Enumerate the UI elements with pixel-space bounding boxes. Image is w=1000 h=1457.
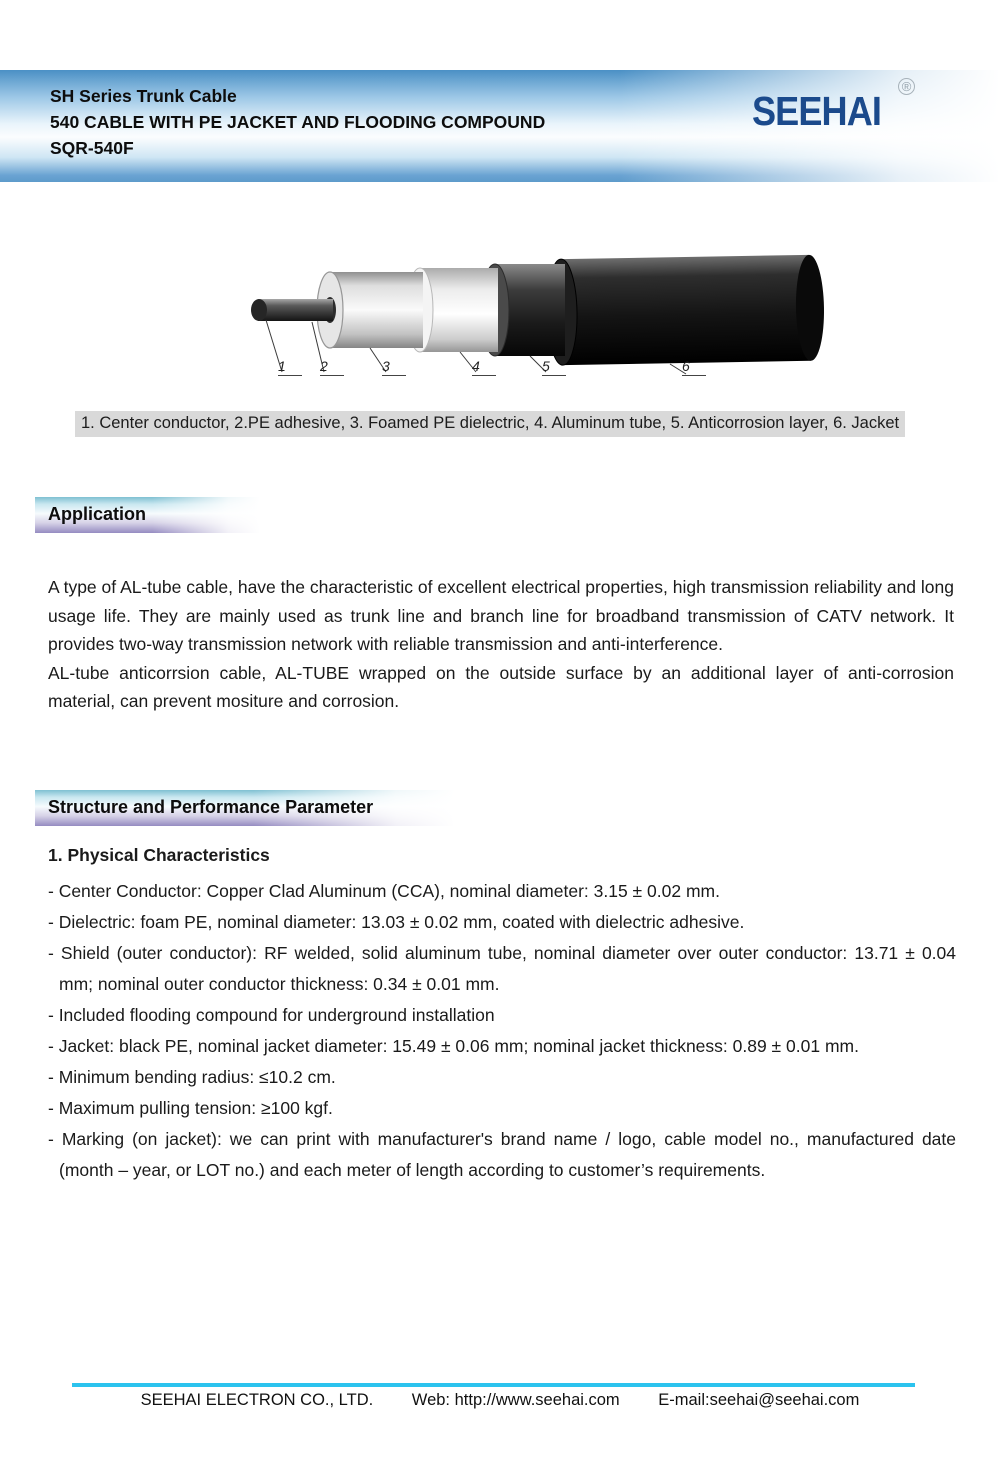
footer-company: SEEHAI ELECTRON CO., LTD. [140,1391,374,1409]
footer-rule [72,1383,915,1387]
cable-figure [230,252,830,402]
application-paragraph-2: AL-tube anticorrsion cable, AL-TUBE wrapped on the outside surface by an additional layer of anti-corrosion material, can prevent mositure and corrosion. [48,662,954,711]
section-band-application [35,497,260,533]
brand-logo [752,79,952,135]
figure-label-4: 4 [472,358,496,376]
section-band-structure [35,790,455,826]
section-heading-application: Application [48,504,146,524]
application-text [48,573,954,716]
figure-label-6: 6 [682,358,706,376]
series-title: SH Series Trunk Cable [50,86,237,106]
figure-label-3: 3 [382,358,406,376]
figure-label-5: 5 [542,358,566,376]
list-item-shield: - Shield (outer conductor): RF welded, solid aluminum tube, nominal diameter over outer conductor: 13.71 ± 0.04 mm; nominal outer conductor thickness: 0.34 ± 0.01 mm. [48,943,956,994]
figure-label-2: 2 [320,358,344,376]
list-item-flooding-compound: - Included flooding compound for underground installation [48,1005,495,1025]
cable-cutaway-illustration [230,252,830,402]
figure-caption: 1. Center conductor, 2.PE adhesive, 3. Foamed PE dielectric, 4. Aluminum tube, 5. Anticorrosion layer, 6. Jacket [75,411,905,437]
model-number: SQR-540F [50,138,134,158]
section-heading-structure: Structure and Performance Parameter [48,797,374,817]
list-item-pulling-tension: - Maximum pulling tension: ≥100 kgf. [48,1098,333,1118]
physical-characteristics-heading: 1. Physical Characteristics [48,845,270,865]
footer-email: E-mail:seehai@seehai.com [658,1391,860,1409]
application-paragraph-1: A type of AL-tube cable, have the characteristic of excellent electrical properties, high transmission reliability and long usage life. They are mainly used as trunk line and branch line for broadband transmission of CATV network. It provides two-way transmission network with reliable transmission and anti-interference. [48,577,954,654]
footer-website: Web: http://www.seehai.com [411,1391,620,1409]
list-item-jacket: - Jacket: black PE, nominal jacket diameter: 15.49 ± 0.06 mm; nominal jacket thickness: 0.89 ± 0.01 mm. [48,1036,859,1056]
list-item-bending-radius: - Minimum bending radius: ≤10.2 cm. [48,1067,336,1087]
list-item-center-conductor: - Center Conductor: Copper Clad Aluminum (CCA), nominal diameter: 3.15 ± 0.02 mm. [48,881,720,901]
list-item-dielectric: - Dielectric: foam PE, nominal diameter: 13.03 ± 0.02 mm, coated with dielectric adhesive. [48,912,745,932]
registered-trademark-icon: ® [898,78,915,95]
brand-logo-text: SEEHAI [752,88,882,134]
footer [0,1391,1000,1410]
header-titles [50,83,545,161]
header-band [0,70,1000,182]
figure-label-1: 1 [278,358,302,376]
physical-characteristics-list [48,876,956,1186]
list-item-marking: - Marking (on jacket): we can print with manufacturer's brand name / logo, cable model no., manufactured date (month – year, or LOT no.) and each meter of length according to customer’s requirements. [48,1129,956,1180]
product-title: 540 CABLE WITH PE JACKET AND FLOODING COMPOUND [50,112,546,132]
